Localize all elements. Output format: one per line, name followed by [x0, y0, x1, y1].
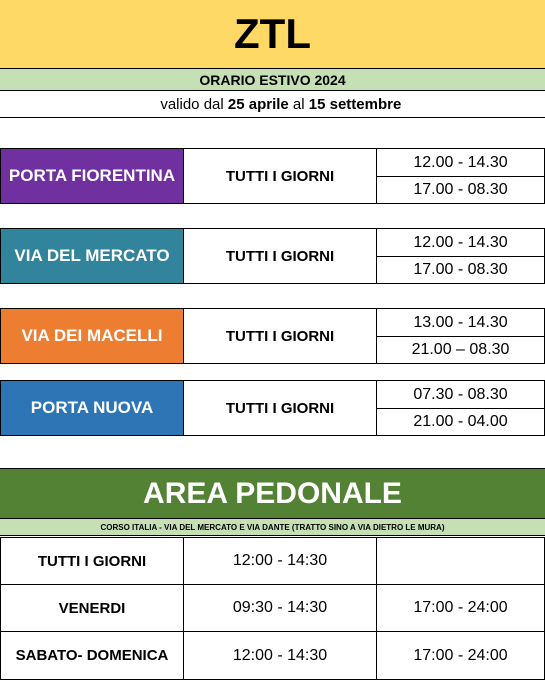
pedestrian-time-slot: 12:00 - 14:30: [183, 537, 377, 585]
pedestrian-day: SABATO- DOMENICA: [0, 631, 184, 680]
ztl-title: ZTL: [0, 0, 545, 69]
zone-time-slot: 21.00 – 08.30: [376, 336, 545, 364]
pedestrian-area-title: AREA PEDONALE: [0, 468, 545, 519]
zone-days: TUTTI I GIORNI: [183, 308, 377, 364]
zone-time-slot: 13.00 - 14.30: [376, 308, 545, 337]
zone-name-via-dei-macelli: VIA DEI MACELLI: [0, 308, 184, 364]
zone-time-slot: 12.00 - 14.30: [376, 228, 545, 257]
pedestrian-time-slot: 09:30 - 14:30: [183, 584, 377, 632]
zone-time-slot: 21.00 - 04.00: [376, 408, 545, 436]
zone-days: TUTTI I GIORNI: [183, 380, 377, 436]
pedestrian-day: TUTTI I GIORNI: [0, 537, 184, 585]
pedestrian-area-streets: CORSO ITALIA - VIA DEL MERCATO E VIA DANTE (TRATTO SINO A VIA DIETRO LE MURA): [0, 519, 545, 536]
zone-name-porta-fiorentina: PORTA FIORENTINA: [0, 148, 184, 204]
zone-time-slot: 07.30 - 08.30: [376, 380, 545, 409]
schedule-subtitle: ORARIO ESTIVO 2024: [0, 69, 545, 91]
validity-line: [0, 91, 545, 118]
zone-name-porta-nuova: PORTA NUOVA: [0, 380, 184, 436]
pedestrian-time-slot: 17:00 - 24:00: [376, 631, 545, 680]
pedestrian-day: VENERDI: [0, 584, 184, 632]
zone-days: TUTTI I GIORNI: [183, 228, 377, 284]
validity-end: 15 settembre: [308, 95, 402, 113]
zone-days: TUTTI I GIORNI: [183, 148, 377, 204]
zone-time-slot: 12.00 - 14.30: [376, 148, 545, 177]
validity-start: 25 aprile: [227, 95, 289, 113]
zone-name-via-del-mercato: VIA DEL MERCATO: [0, 228, 184, 284]
pedestrian-time-slot: 17:00 - 24:00: [376, 584, 545, 632]
zone-time-slot: 17.00 - 08.30: [376, 256, 545, 284]
zone-time-slot: 17.00 - 08.30: [376, 176, 545, 204]
pedestrian-time-slot: [376, 537, 545, 585]
validity-middle: al: [288, 95, 309, 113]
pedestrian-time-slot: 12:00 - 14:30: [183, 631, 377, 680]
validity-prefix: valido dal: [160, 95, 228, 113]
